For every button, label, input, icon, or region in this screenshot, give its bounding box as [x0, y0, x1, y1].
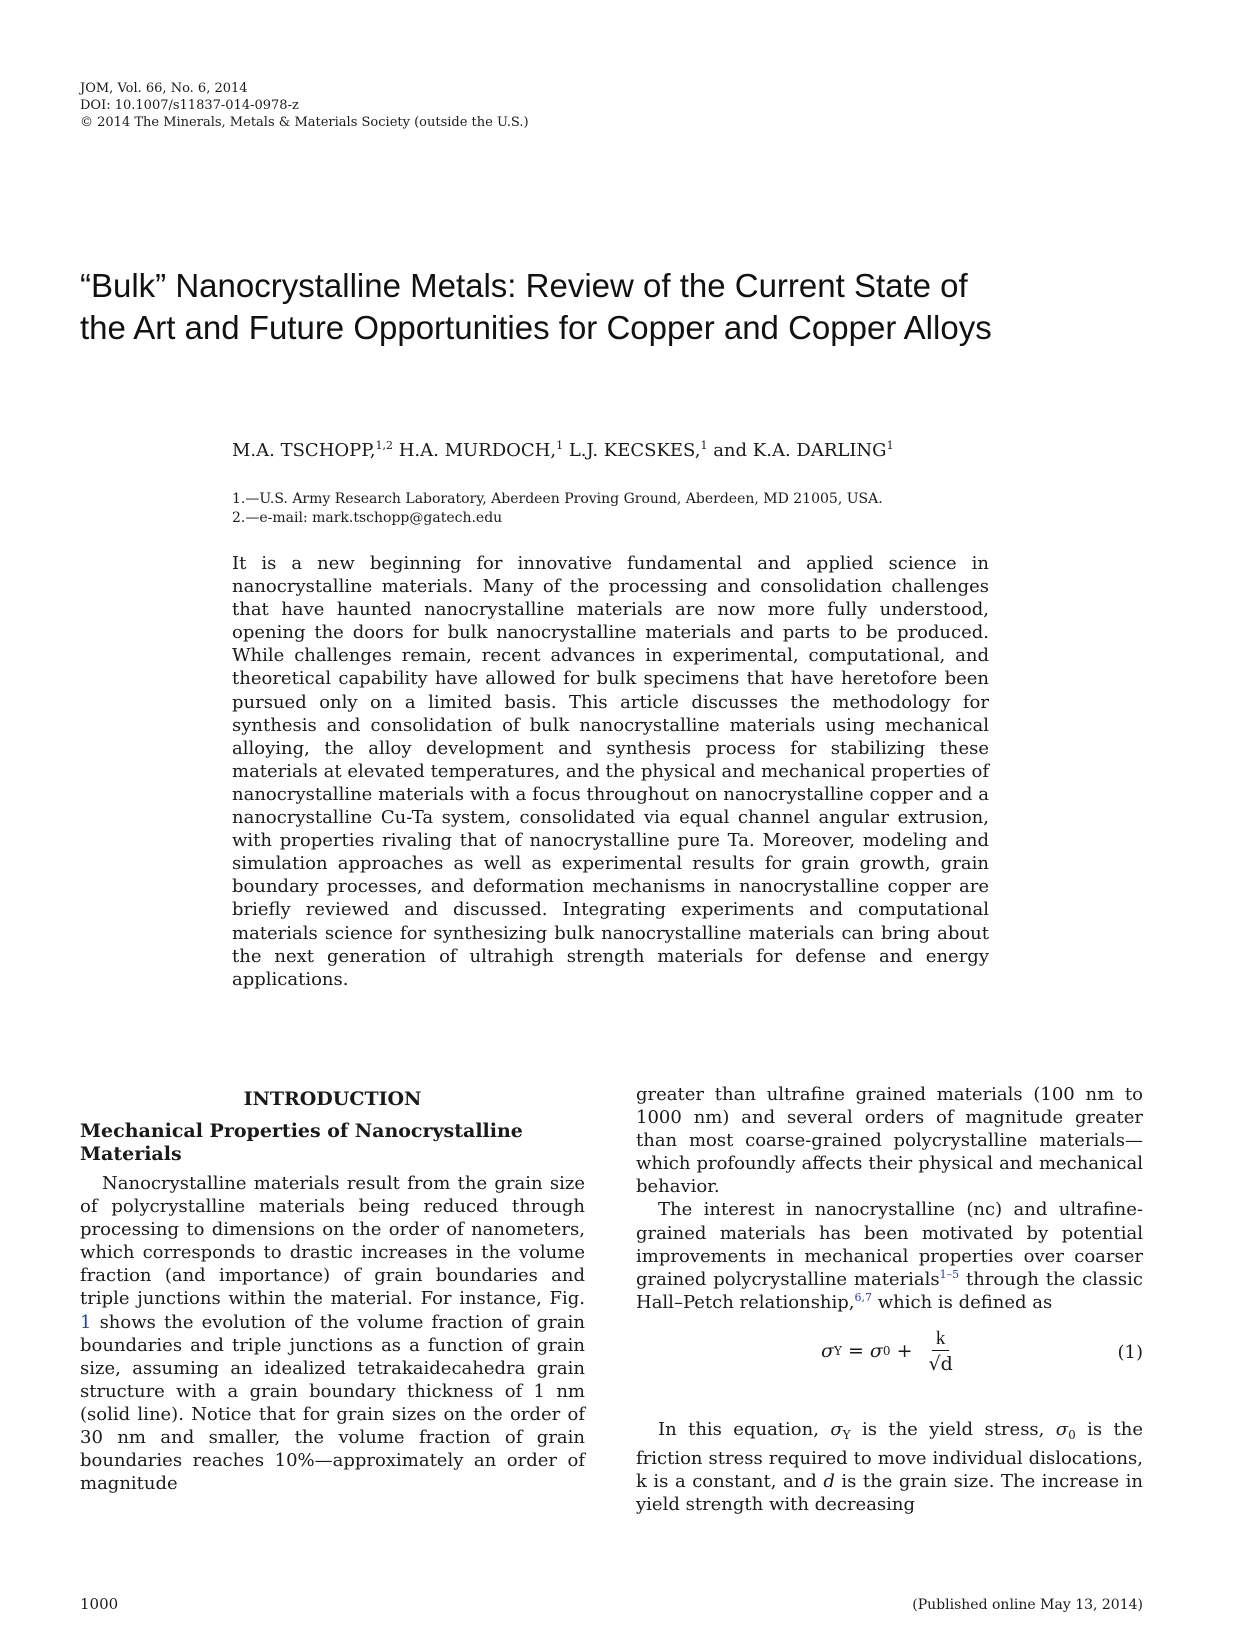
eq-symbol: σ	[869, 1340, 883, 1363]
citation-ref-link[interactable]: 6,7	[854, 1290, 873, 1304]
journal-citation: JOM, Vol. 66, No. 6, 2014	[80, 81, 248, 96]
eq-denominator: √d	[928, 1352, 953, 1375]
author-list	[232, 440, 894, 461]
paragraph-text: In this equation,	[658, 1418, 831, 1440]
paragraph-text: is the yield stress,	[850, 1418, 1056, 1440]
author-name: and K.A. DARLING	[713, 440, 887, 461]
affiliation-2-email[interactable]: 2.—e-mail: mark.tschopp@gatech.edu	[232, 510, 503, 526]
inline-variable: d	[823, 1471, 835, 1493]
paragraph-text: The interest in nanocrystalline (nc) and ultrafine-grained materials has been motivated by potential improvements in mechanical properties over coarser grained polycrystalline materials	[636, 1199, 1143, 1290]
paragraph-text: shows the evolution of the volume fraction of grain boundaries and triple junctions as a function of grain size, assuming an idealized tetrakaidecahedra grain structure with a grain boundary thickness of 1 nm (solid line). Notice that for grain sizes on the order of 30 nm and smaller, the volume fraction of grain boundaries reaches 10%—approximately an order of magnitude	[80, 1311, 585, 1495]
author-affil-sup: 1	[556, 439, 564, 452]
column-left	[80, 1088, 585, 1495]
author-affil-sup: 1,2	[375, 439, 393, 452]
inline-subscript: Y	[842, 1427, 851, 1442]
paragraph-text: which is defined as	[872, 1291, 1053, 1313]
subsection-heading: Mechanical Properties of Nanocrystalline Materials	[80, 1120, 523, 1165]
section-heading: INTRODUCTION	[243, 1088, 422, 1110]
abstract-text: It is a new beginning for innovative fundamental and applied science in nanocrystalline materials. Many of the processing and consolidation challenges that have haunted nanocrystalline materials are now more fully understood, opening the doors for bulk nanocrystalline materials and parts to be produced. While challenges remain, recent advances in experimental, computational, and theoretical capability have allowed for bulk specimens that have heretofore been pursued only on a limited basis. This article discusses the methodology for synthesis and consolidation of bulk nanocrystalline materials using mechanical alloying, the alloy development and synthesis process for stabilizing these materials at elevated temperatures, and the physical and mechanical properties of nanocrystalline materials with a focus throughout on nanocrystalline copper and a nanocrystalline Cu-Ta system, consolidated via equal channel angular extrusion, with properties rivaling that of nanocrystalline pure Ta. Moreover, modeling and simulation approaches as well as experimental results for grain growth, grain boundary processes, and deformation mechanisms in nanocrystalline copper are briefly reviewed and discussed. Integrating experiments and computational materials science for synthesizing bulk nanocrystalline materials can bring about the next generation of ultrahigh strength materials for defense and energy applications.	[232, 553, 989, 990]
inline-subscript: 0	[1068, 1427, 1076, 1442]
paragraph	[636, 1198, 1143, 1313]
inline-symbol: σ	[1055, 1418, 1069, 1440]
paragraph-text: is the friction stress required to move individual dislocations, k is a constant, and	[636, 1418, 1143, 1493]
affiliations	[232, 490, 883, 528]
paragraph-text: is the grain size. The increase in yield strength with decreasing	[636, 1471, 1143, 1516]
affiliation-1: 1.—U.S. Army Research Laboratory, Aberdeen Proving Ground, Aberdeen, MD 21005, USA.	[232, 491, 883, 507]
eq-subscript: 0	[882, 1344, 891, 1359]
equation-number: (1)	[1117, 1341, 1143, 1363]
author-affil-sup: 1	[886, 439, 894, 452]
equation-block	[636, 1322, 1143, 1400]
doi[interactable]: DOI: 10.1007/s11837-014-0978-z	[80, 98, 299, 113]
author-affil-sup: 1	[700, 439, 708, 452]
author-name: M.A. TSCHOPP,	[232, 440, 376, 461]
inline-symbol: σ	[830, 1418, 843, 1440]
author-name: H.A. MURDOCH,	[398, 440, 557, 461]
figure-ref-link[interactable]: 1	[80, 1311, 92, 1333]
abstract	[232, 552, 989, 991]
eq-subscript: Y	[833, 1344, 842, 1359]
hall-petch-equation	[821, 1328, 957, 1375]
article-title: “Bulk” Nanocrystalline Metals: Review of the Current State of the Art and Future Opportunities for Copper and Copper Alloys	[80, 267, 992, 346]
eq-symbol: σ	[821, 1340, 834, 1363]
publication-date: (Published online May 13, 2014)	[912, 1597, 1143, 1613]
copyright: © 2014 The Minerals, Metals & Materials Society (outside the U.S.)	[80, 115, 529, 130]
eq-fraction	[925, 1328, 957, 1375]
paragraph-text: through the classic Hall–Petch relationship,	[636, 1268, 1143, 1313]
paragraph	[636, 1418, 1143, 1516]
journal-header	[80, 80, 529, 131]
eq-plus: +	[890, 1340, 919, 1363]
paragraph-text: Nanocrystalline materials result from the grain size of polycrystalline materials being reduced through processing to dimensions on the order of nanometers, which corresponds to drastic increases in the volume fraction (and importance) of grain boundaries and triple junctions within the material. For instance, Fig.	[80, 1173, 585, 1310]
column-right	[636, 1083, 1143, 1516]
author-name: L.J. KECSKES,	[568, 440, 701, 461]
page-number: 1000	[80, 1595, 119, 1613]
paragraph: greater than ultrafine grained materials (100 nm to 1000 nm) and several orders of magnitude greater than most coarse-grained polycrystalline materials—which profoundly affects their physical and mechanical behavior.	[636, 1084, 1143, 1198]
citation-ref-link[interactable]: 1–5	[939, 1267, 960, 1281]
eq-numerator: k	[932, 1328, 950, 1351]
eq-equals: =	[841, 1340, 870, 1363]
paragraph	[80, 1172, 585, 1495]
